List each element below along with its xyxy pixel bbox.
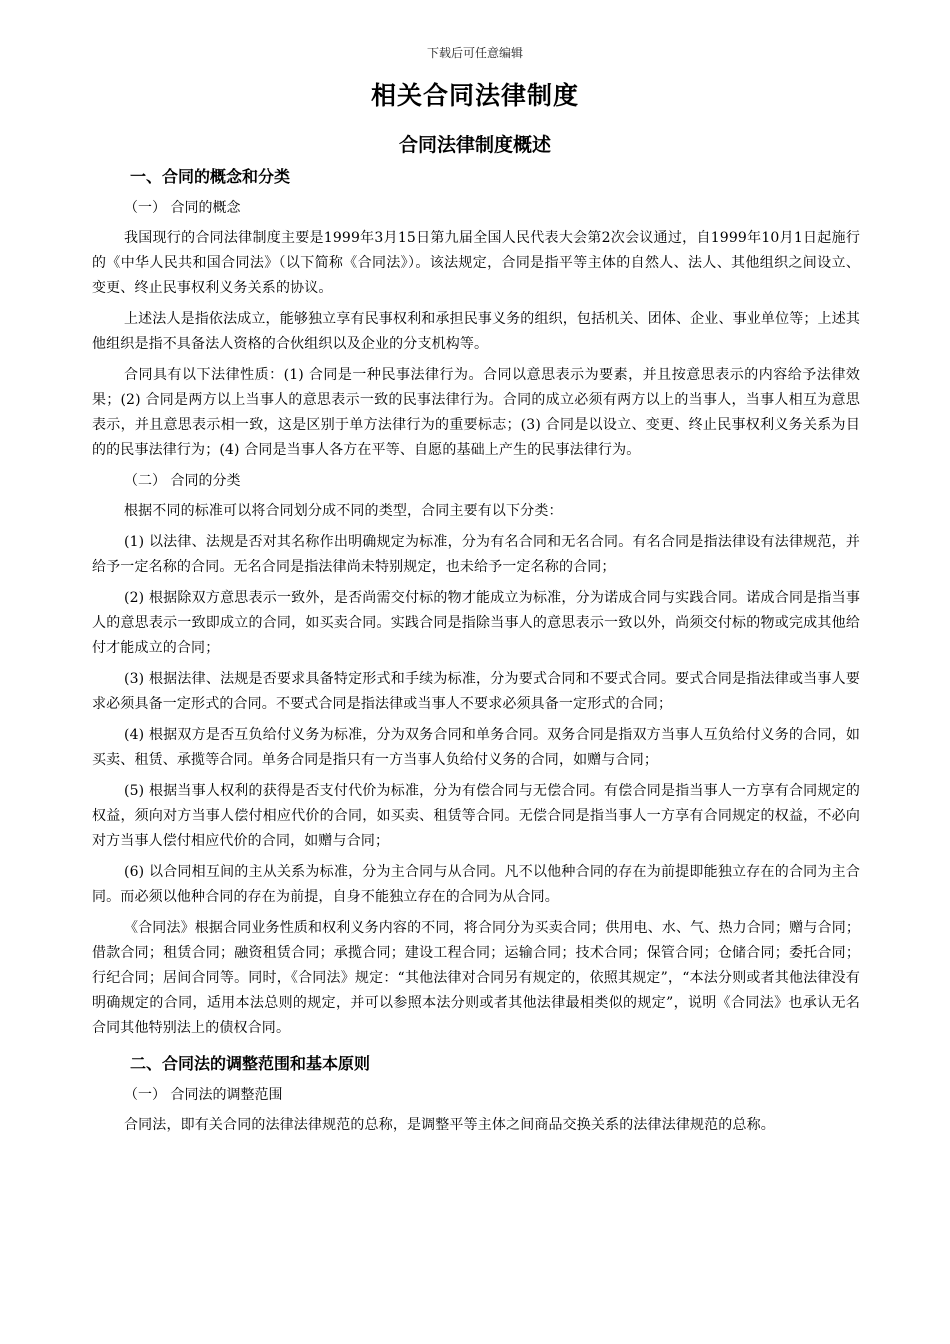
paragraph-class-6: (6) 以合同相互间的主从关系为标准，分为主合同与从合同。凡不以他种合同的存在为前提即能独立存在的合同为主合同。而必须以他种合同的存在为前提，自身不能独立存在的合同为从合同。 [92, 864, 860, 905]
paragraph-class-1: (1) 以法律、法规是否对其名称作出明确规定为标准，分为有名合同和无名合同。有名合同是指法律设有法律规范，并给予一定名称的合同。无名合同是指法律尚未特别规定，也未给予一定名称的合同； [92, 534, 860, 575]
section-heading-2: 二、合同法的调整范围和基本原则 [130, 1054, 371, 1073]
document-subtitle: 合同法律制度概述 [398, 134, 551, 156]
paragraph-classification-intro: 根据不同的标准可以将合同划分成不同的类型，合同主要有以下分类： [124, 503, 563, 519]
paragraph-class-4: (4) 根据双方是否互负给付义务为标准，分为双务合同和单务合同。双务合同是指双方当事人互负给付义务的合同，如买卖、租赁、承揽等合同。单务合同是指只有一方当事人负给付义务的合同，如赠与合同； [92, 727, 860, 768]
paragraph-class-5: (5) 根据当事人权利的获得是否支付代价为标准，分为有偿合同与无偿合同。有偿合同是指当事人一方享有合同规定的权益，须向对方当事人偿付相应代价的合同，如买卖、租赁等合同。无偿合同是指当事人一方享有合同规定的权益，不必向对方当事人偿付相应代价的合同，如赠与合同； [92, 783, 860, 849]
subsection-heading-classification: （二） 合同的分类 [124, 473, 241, 489]
section-heading-1: 一、合同的概念和分类 [130, 167, 291, 186]
subsection-heading-scope: （一） 合同法的调整范围 [124, 1087, 283, 1103]
paragraph-scope: 合同法，即有关合同的法律法律规范的总称，是调整平等主体之间商品交换关系的法律法律规范的总称。 [124, 1117, 775, 1133]
paragraph-contract-types: 《合同法》根据合同业务性质和权利义务内容的不同，将合同分为买卖合同；供用电、水、气、热力合同；赠与合同；借款合同；租赁合同；融资租赁合同；承揽合同；建设工程合同；运输合同；技术合同；保管合同；仓储合同；委托合同；行纪合同；居间合同等。同时，《合同法》规定：“其他法律对合同另有规定的，依照其规定”，“本法分则或者其他法律没有明确规定的合同，适用本法总则的规定，并可以参照本法分则或者其他法律最相类似的规定”，说明《合同法》也承认无名合同其他特别法上的债权合同。 [92, 920, 860, 1036]
paragraph-legal-person: 上述法人是指依法成立，能够独立享有民事权利和承担民事义务的组织，包括机关、团体、企业、事业单位等；上述其他组织是指不具备法人资格的合伙组织以及企业的分支机构等。 [92, 311, 860, 352]
subsection-heading-concept: （一） 合同的概念 [124, 200, 241, 216]
document-title: 相关合同法律制度 [370, 81, 579, 110]
document-body [92, 164, 860, 1138]
header-note: 下载后可任意编辑 [426, 46, 523, 60]
paragraph-definition: 我国现行的合同法律制度主要是1999年3月15日第九届全国人民代表大会第2次会议通过，自1999年10月1日起施行的《中华人民共和国合同法》（以下简称《合同法》）。该法规定，合同是指平等主体的自然人、法人、其他组织之间设立、变更、终止民事权利义务关系的协议。 [92, 230, 860, 296]
paragraph-legal-nature: 合同具有以下法律性质：(1) 合同是一种民事法律行为。合同以意思表示为要素，并且按意思表示的内容给予法律效果；(2) 合同是两方以上当事人的意思表示一致的民事法律行为。合同的成立必须有两方以上的当事人，当事人相互为意思表示，并且意思表示相一致，这是区别于单方法律行为的重要标志；(3) 合同是以设立、变更、终止民事权利义务关系为目的的民事法律行为；(4) 合同是当事人各方在平等、自愿的基础上产生的民事法律行为。 [92, 367, 860, 458]
paragraph-class-2: (2) 根据除双方意思表示一致外，是否尚需交付标的物才能成立为标准，分为诺成合同与实践合同。诺成合同是指当事人的意思表示一致即成立的合同，如买卖合同。实践合同是指除当事人的意思表示一致以外，尚须交付标的物或完成其他给付才能成立的合同； [92, 590, 860, 656]
paragraph-class-3: (3) 根据法律、法规是否要求具备特定形式和手续为标准，分为要式合同和不要式合同。要式合同是指法律或当事人要求必须具备一定形式的合同。不要式合同是指法律或当事人不要求必须具备一定形式的合同； [92, 671, 860, 712]
